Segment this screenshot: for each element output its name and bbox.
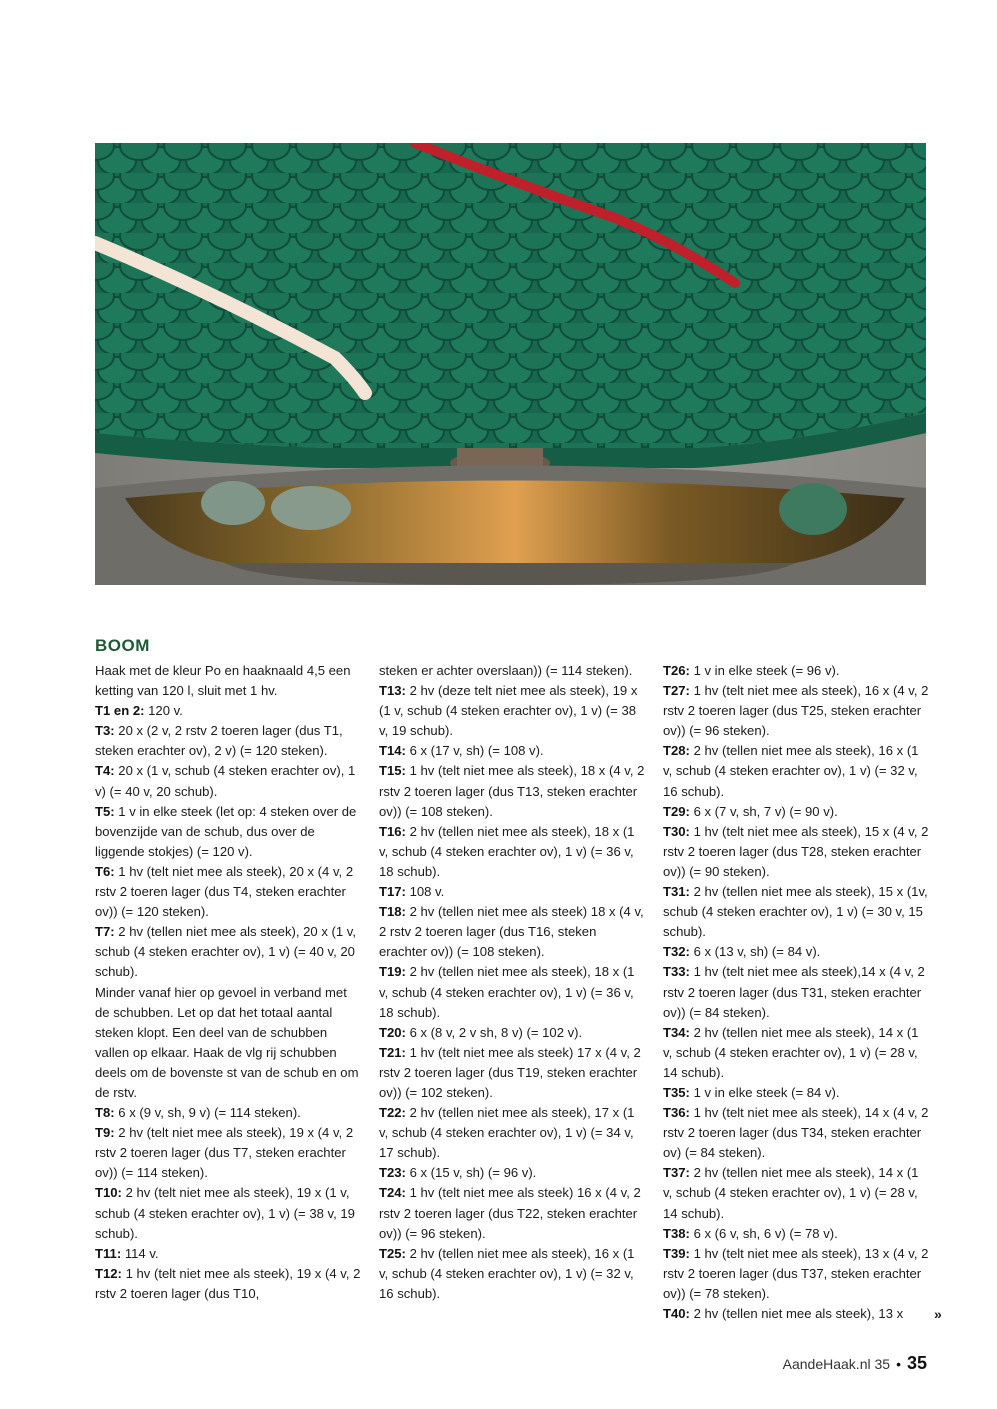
instruction-text: 1 hv (telt niet mee als steek) 17 x (4 v, 2 rstv 2 toeren lager (dus T19, steken erachter ov)) (= 102 steken). [379,1044,641,1100]
round-label: T37: [663,1165,690,1181]
round-label: T33: [663,964,690,980]
round-label: T38: [663,1225,690,1241]
instruction-text: 6 x (9 v, sh, 9 v) (= 114 steken). [118,1105,301,1121]
instruction-text: steken er achter overslaan)) (= 114 steken). [379,663,633,678]
round-label: T11: [95,1245,122,1261]
instruction-paragraph [663,1244,931,1304]
round-label: T8: [95,1105,115,1121]
instruction-paragraph [95,1103,363,1123]
instruction-paragraph [379,962,647,1022]
instruction-text: 2 hv (tellen niet mee als steek), 16 x (1 v, schub (4 steken erachter ov), 1 v) (= 32 v, 16 schub). [663,743,919,799]
round-label: T19: [379,964,406,980]
round-label: T25: [379,1245,406,1261]
instruction-text: 1 hv (telt niet mee als steek), 19 x (4 v, 2 rstv 2 toeren lager (dus T10, [95,1265,361,1301]
instruction-paragraph [379,1043,647,1103]
instruction-text: 1 hv (telt niet mee als steek), 15 x (4 v, 2 rstv 2 toeren lager (dus T28, steken erachter ov)) (= 90 steken). [663,823,929,879]
instruction-text: 2 hv (tellen niet mee als steek) 18 x (4 v, 2 rstv 2 toeren lager (dus T16, steken erachter ov)) (= 108 steken). [379,904,644,960]
round-label: T34: [663,1024,690,1040]
instruction-text: 2 hv (tellen niet mee als steek), 20 x (1 v, schub (4 steken erachter ov), 1 v) (= 40 v, 20 schub). [95,924,357,980]
instruction-text: 6 x (17 v, sh) (= 108 v). [409,743,544,759]
instruction-paragraph [379,661,647,681]
round-label: T17: [379,884,406,900]
instruction-paragraph [663,942,931,962]
instruction-paragraph [663,802,931,822]
instruction-text: 6 x (6 v, sh, 6 v) (= 78 v). [693,1225,838,1241]
instruction-paragraph [379,741,647,761]
instruction-paragraph [663,741,931,801]
round-label: T26: [663,663,690,678]
instruction-paragraph [379,1023,647,1043]
instruction-paragraph [379,902,647,962]
instruction-paragraph [95,1244,363,1264]
instruction-paragraph [95,983,363,1104]
instruction-text: Haak met de kleur Po en haaknaald 4,5 een ketting van 120 l, sluit met 1 hv. [95,663,351,699]
instruction-text: 20 x (1 v, schub (4 steken erachter ov), 1 v) (= 40 v, 20 schub). [95,763,356,799]
instruction-text: 20 x (2 v, 2 rstv 2 toeren lager (dus T1, steken erachter ov), 2 v) (= 120 steken). [95,723,343,759]
round-label: T16: [379,823,406,839]
instruction-text: 6 x (15 v, sh) (= 96 v). [409,1165,537,1181]
instruction-text: 1 v in elke steek (let op: 4 steken over de bovenzijde van de schub, dus over de liggende stokjes) (= 120 v). [95,803,357,859]
instruction-text: 2 hv (tellen niet mee als steek), 14 x (1 v, schub (4 steken erachter ov), 1 v) (= 28 v, 14 schub). [663,1024,919,1080]
instruction-paragraph [379,1163,647,1183]
text-column-2 [379,661,647,1304]
round-label: T14: [379,743,406,759]
round-label: T12: [95,1265,122,1281]
instruction-text: 2 hv (tellen niet mee als steek), 18 x (1 v, schub (4 steken erachter ov), 1 v) (= 36 v, 18 schub). [379,823,635,879]
photo-illustration [95,143,926,585]
page-number: 35 [906,1353,927,1373]
instruction-paragraph [95,922,363,982]
round-label: T22: [379,1105,406,1121]
instruction-paragraph [663,1023,931,1083]
instruction-paragraph [663,962,931,1022]
instruction-paragraph [379,681,647,741]
text-column-1 [95,661,363,1304]
round-label: T13: [379,683,406,699]
round-label: T6: [95,863,115,879]
round-label: T27: [663,683,690,699]
round-label: T23: [379,1165,406,1181]
instruction-text: 6 x (13 v, sh) (= 84 v). [693,944,821,960]
instruction-text: 2 hv (tellen niet mee als steek), 13 x [693,1306,904,1321]
instruction-paragraph [95,661,363,701]
instruction-text: 2 hv (telt niet mee als steek), 19 x (1 v, schub (4 steken erachter ov), 1 v) (= 38 v, 19 schub). [95,1185,355,1241]
instruction-paragraph [663,1103,931,1163]
instruction-text: 1 v in elke steek (= 84 v). [693,1084,840,1100]
instruction-paragraph [95,1123,363,1183]
instruction-text: 1 hv (telt niet mee als steek), 13 x (4 v, 2 rstv 2 toeren lager (dus T37, steken erachter ov)) (= 78 steken). [663,1245,929,1301]
round-label: T29: [663,803,690,819]
round-label: T9: [95,1125,115,1141]
footer-separator: • [896,1356,901,1372]
instruction-text: 1 hv (telt niet mee als steek), 14 x (4 v, 2 rstv 2 toeren lager (dus T34, steken erachter ov) (= 84 steken). [663,1105,929,1161]
instruction-text: 6 x (8 v, 2 v sh, 8 v) (= 102 v). [409,1024,583,1040]
round-label: T3: [95,723,115,739]
instruction-paragraph [379,1183,647,1243]
round-label: T24: [379,1185,406,1201]
instruction-text: 1 hv (telt niet mee als steek), 16 x (4 v, 2 rstv 2 toeren lager (dus T25, steken erachter ov)) (= 96 steken). [663,683,929,739]
round-label: T40: [663,1306,690,1321]
instruction-paragraph [663,882,931,942]
instruction-paragraph [663,681,931,741]
page-footer [783,1353,927,1374]
instruction-text: 1 hv (telt niet mee als steek) 16 x (4 v, 2 rstv 2 toeren lager (dus T22, steken erachter ov)) (= 96 steken). [379,1185,641,1241]
instruction-text: 2 hv (tellen niet mee als steek), 18 x (1 v, schub (4 steken erachter ov), 1 v) (= 36 v, 18 schub). [379,964,635,1020]
round-label: T20: [379,1024,406,1040]
continue-arrow-icon: » [934,1306,942,1322]
instruction-paragraph [663,822,931,882]
instruction-text: 6 x (7 v, sh, 7 v) (= 90 v). [693,803,838,819]
instruction-text: 120 v. [148,703,183,719]
instruction-text: 2 hv (telt niet mee als steek), 19 x (4 v, 2 rstv 2 toeren lager (dus T7, steken erachter ov)) (= 114 steken). [95,1125,354,1181]
round-label: T30: [663,823,690,839]
instruction-paragraph [95,1183,363,1243]
instruction-text: 1 hv (telt niet mee als steek), 20 x (4 v, 2 rstv 2 toeren lager (dus T4, steken erachter ov)) (= 120 steken). [95,863,354,920]
instruction-paragraph [95,802,363,862]
instruction-text: Minder vanaf hier op gevoel in verband met de schubben. Let op dat het totaal aantal steken klopt. Een deel van de schubben vallen op elkaar. Haak de vlg rij schubben deels om de bovenste st van de schub en om de rstv. [95,984,359,1100]
instruction-text: 108 v. [409,884,445,900]
instruction-text: 2 hv (tellen niet mee als steek), 16 x (1 v, schub (4 steken erachter ov), 1 v) (= 32 v, 16 schub). [379,1245,635,1301]
instruction-paragraph [663,1224,931,1244]
round-label: T4: [95,763,115,779]
instruction-text: 2 hv (tellen niet mee als steek), 17 x (1 v, schub (4 steken erachter ov), 1 v) (= 34 v, 17 schub). [379,1105,635,1161]
round-label: T31: [663,884,690,900]
instruction-text: 114 v. [124,1245,159,1261]
round-label: T32: [663,944,690,960]
instruction-text: 1 hv (telt niet mee als steek),14 x (4 v, 2 rstv 2 toeren lager (dus T31, steken erachter ov)) (= 84 steken). [663,964,925,1020]
instruction-paragraph [663,1304,931,1324]
footer-brand: AandeHaak.nl 35 [782,1356,891,1372]
instruction-text: 2 hv (tellen niet mee als steek), 14 x (1 v, schub (4 steken erachter ov), 1 v) (= 28 v, 14 schub). [663,1165,919,1221]
hero-photo [95,143,926,585]
round-label: T36: [663,1105,690,1121]
instruction-paragraph [663,661,931,681]
round-label: T5: [95,803,115,819]
round-label: T10: [95,1185,122,1201]
instruction-text: 2 hv (deze telt niet mee als steek), 19 x (1 v, schub (4 steken erachter ov), 1 v) (= 38 v, 19 schub). [379,683,638,739]
instruction-text: 1 hv (telt niet mee als steek), 18 x (4 v, 2 rstv 2 toeren lager (dus T13, steken erachter ov)) (= 108 steken). [379,763,645,819]
round-label: T21: [379,1044,406,1060]
instruction-text: 2 hv (tellen niet mee als steek), 15 x (1v, schub (4 steken erachter ov), 1 v) (= 30 v, 15 schub). [663,884,928,940]
text-column-3 [663,661,931,1324]
round-label: T28: [663,743,690,759]
instruction-text: 1 v in elke steek (= 96 v). [693,663,840,678]
instruction-paragraph [95,761,363,801]
instruction-paragraph [663,1163,931,1223]
round-label: T7: [95,924,115,940]
round-label: T18: [379,904,406,920]
instruction-paragraph [95,862,363,922]
instruction-paragraph [95,1264,363,1304]
instruction-paragraph [379,882,647,902]
round-label: T35: [663,1084,690,1100]
instruction-paragraph [379,761,647,821]
instruction-paragraph [95,721,363,761]
round-label: T1 en 2: [95,703,145,719]
instruction-paragraph [379,1244,647,1304]
instruction-paragraph [663,1083,931,1103]
section-title: BOOM [95,636,150,655]
instruction-paragraph [379,822,647,882]
instruction-paragraph [95,701,363,721]
instruction-paragraph [379,1103,647,1163]
round-label: T15: [379,763,406,779]
round-label: T39: [663,1245,690,1261]
